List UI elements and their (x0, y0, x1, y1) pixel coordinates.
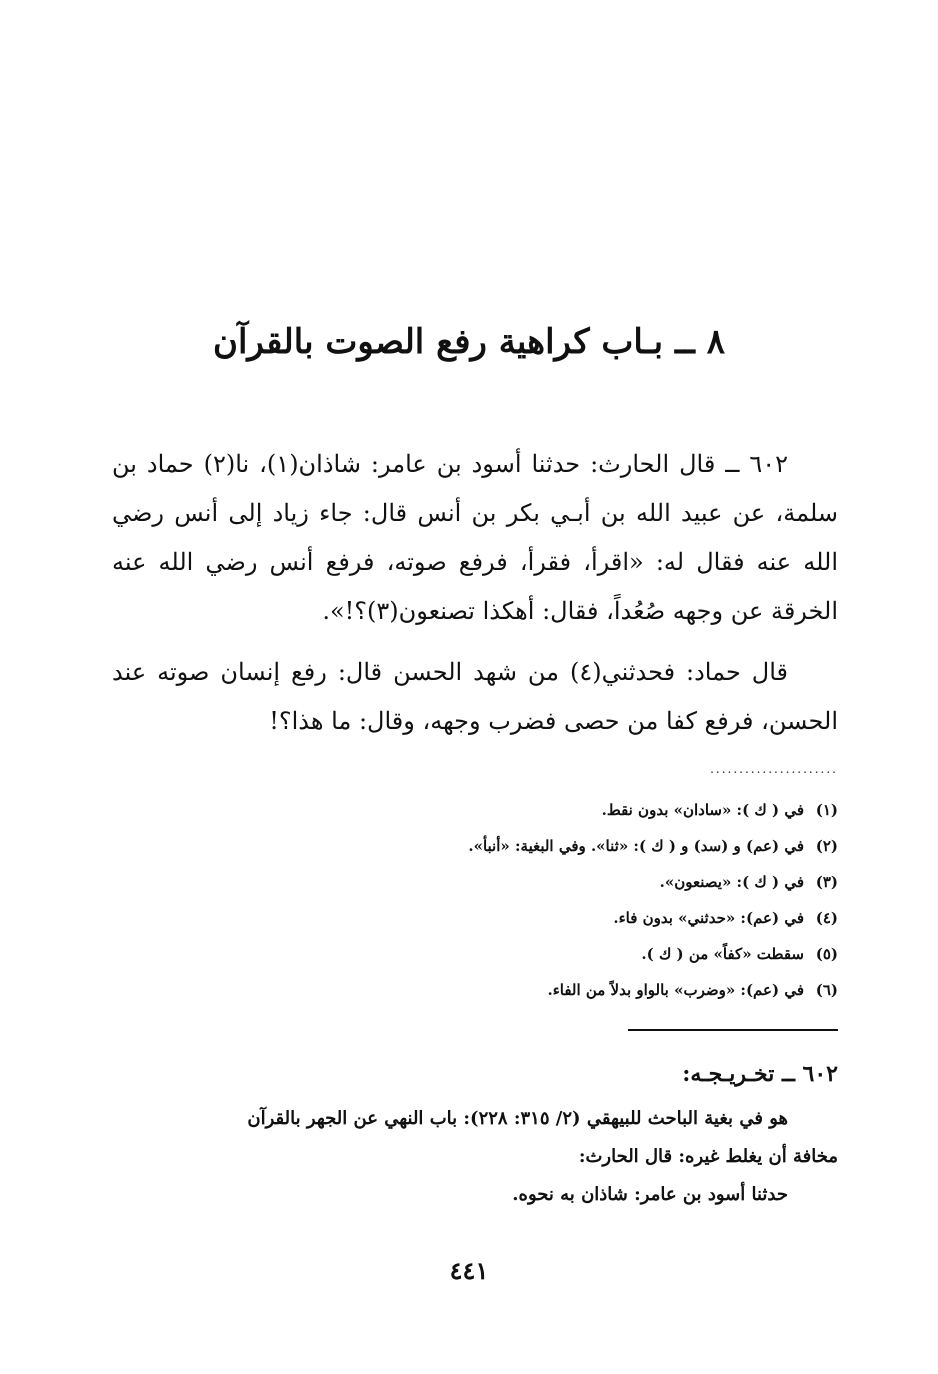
footnote-separator: ...................... (710, 762, 838, 776)
takhrij-line-2: مخافة أن يغلط غيره: قال الحارث: (578, 1146, 838, 1167)
footnote-list (112, 792, 838, 1008)
footnote-number: (٦) (815, 981, 838, 999)
page-number: ٤٤١ (449, 1256, 489, 1285)
hadith-paragraph-2 (112, 648, 838, 746)
footnote-number: (١) (815, 801, 838, 819)
footnote-number: (٤) (815, 909, 838, 927)
footnote-text: في (عم): «حدثني» بدون فاء. (613, 909, 804, 927)
footnote-item (112, 828, 838, 864)
footnote-item (112, 900, 838, 936)
footnote-item (112, 792, 838, 828)
section-divider (628, 1029, 838, 1031)
hadith-paragraph-1 (112, 440, 838, 636)
footnote-item (112, 864, 838, 900)
footnote-text: في (عم): «وضرب» بالواو بدلاً من الفاء. (547, 981, 804, 999)
footnote-text: في ( ك ): «يصنعون». (659, 873, 804, 891)
footnote-number: (٥) (815, 945, 838, 963)
chapter-title: ٨ ــ بـاب كراهية رفع الصوت بالقرآن (213, 322, 725, 362)
takhrij-body (112, 1100, 838, 1214)
hadith-paragraph-2-text: قال حماد: فحدثني(٤) من شهد الحسن قال: رفع إنسان صوته عند الحسن، فرفع كفا من حصى فضرب وجهه، وقال: ما هذا؟! (112, 658, 838, 735)
hadith-paragraph-1-text: ٦٠٢ ــ قال الحارث: حدثنا أسود بن عامر: شاذان(١)، نا(٢) حماد بن سلمة، عن عبيد الله بن أبـي بكر بن أنس قال: جاء زياد إلى أنس رضي الله عنه فقال له: «اقرأ، فقرأ، فرفع صوته، فرفع أنس رضي الله عنه الخرقة عن وجهه صُعُداً، فقال: أهكذا تصنعون(٣)؟!». (112, 450, 838, 625)
footnote-item (112, 972, 838, 1008)
footnote-number: (٣) (815, 873, 838, 891)
takhrij-heading: ٦٠٢ ــ تخـريـجـه: (682, 1061, 838, 1087)
takhrij-line-3: حدثنا أسود بن عامر: شاذان به نحوه. (512, 1184, 788, 1205)
takhrij-line-1: هو في بغية الباحث للبيهقي (٢/ ٣١٥: ٢٢٨): باب النهي عن الجهر بالقرآن (247, 1108, 788, 1129)
footnote-text: في (عم) و (سد) و ( ك ): «ثنا». وفي البغية: «أنبأ». (468, 837, 804, 855)
footnote-number: (٢) (815, 837, 838, 855)
footnote-item (112, 936, 838, 972)
footnote-text: في ( ك ): «سادان» بدون نقط. (601, 801, 804, 819)
footnote-text: سقطت «كفاً» من ( ك ). (641, 945, 804, 963)
